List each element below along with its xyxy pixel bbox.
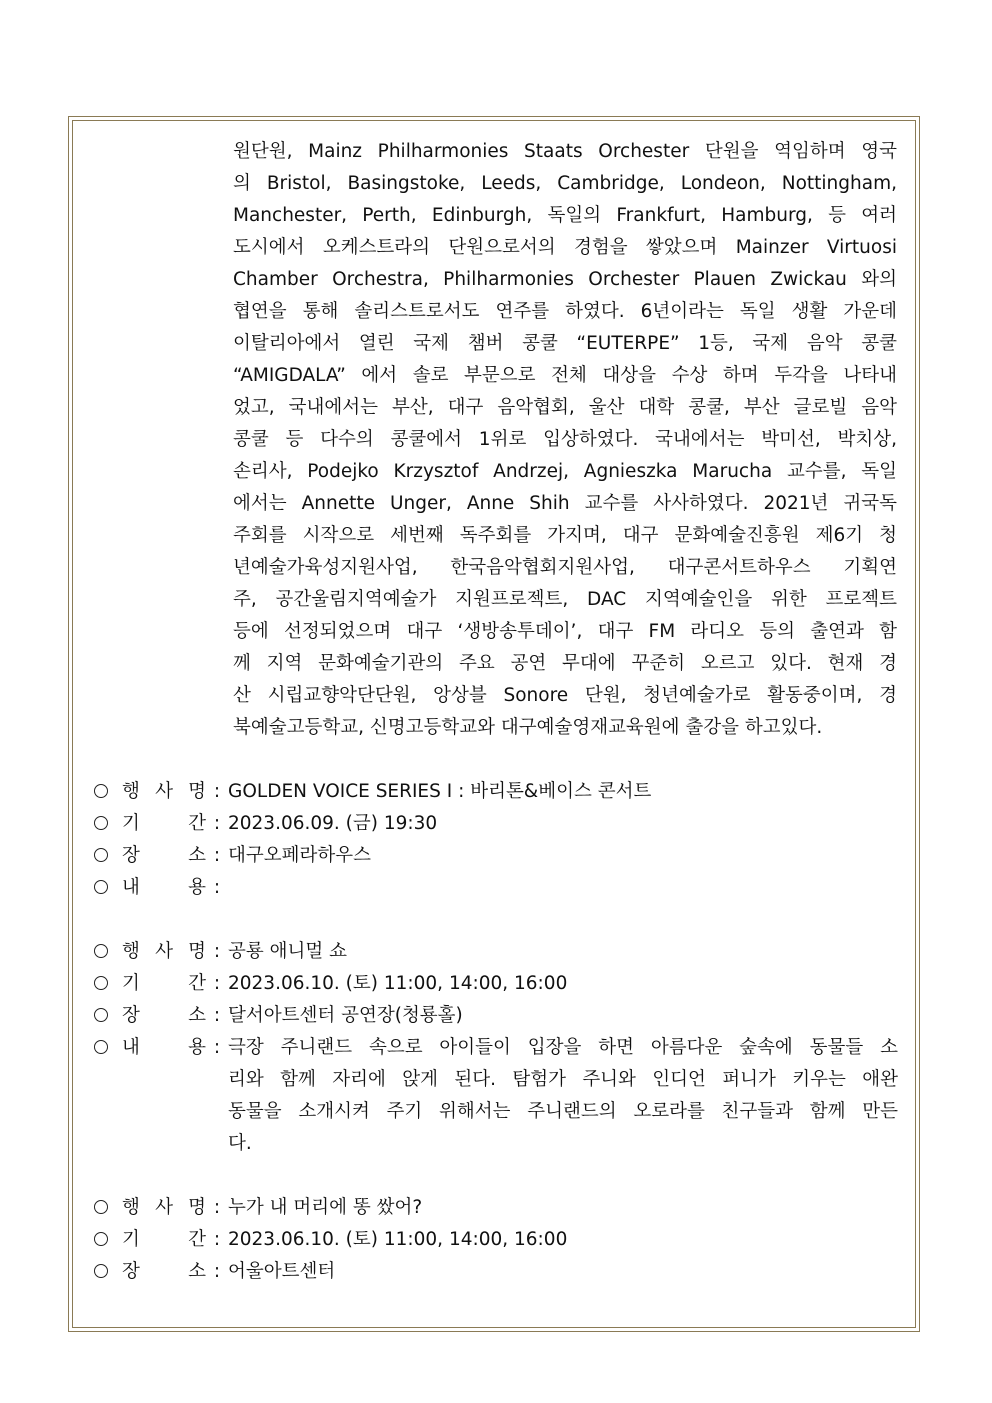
field-value: 누가 내 머리에 똥 쌌어?: [228, 1197, 423, 1218]
field-value: [228, 1032, 898, 1160]
circle-bullet-icon: [94, 1200, 108, 1214]
event-field-venue: [94, 840, 898, 872]
biography-line: 주회를 시작으로 세번째 독주회를 가지며, 대구 문화예술진흥원 제6기 청: [233, 525, 897, 546]
event-field-content: [94, 872, 898, 904]
field-value: 2023.06.10. (토) 11:00, 14:00, 16:00: [228, 973, 568, 994]
circle-bullet-icon: [94, 784, 108, 798]
field-label-char: 용: [188, 877, 206, 898]
event-list: [94, 776, 898, 1320]
field-value: 2023.06.10. (토) 11:00, 14:00, 16:00: [228, 1229, 568, 1250]
field-label-char: 기: [122, 973, 140, 994]
field-colon: :: [213, 813, 221, 834]
field-label-char: 소: [188, 845, 206, 866]
field-label: [116, 1000, 206, 1032]
biography-line: 콩쿨 등 다수의 콩쿨에서 1위로 입상하였다. 국내에서는 박미선, 박치상,: [233, 429, 897, 450]
event-item: [94, 776, 898, 904]
field-label-char: 간: [188, 973, 206, 994]
field-label: [116, 808, 206, 840]
biography-line: 년예술가육성지원사업, 한국음악협회지원사업, 대구콘서트하우스 기획연: [233, 557, 897, 578]
event-field-period: [94, 1224, 898, 1256]
field-colon: :: [213, 781, 221, 802]
field-label-char: 명: [188, 941, 206, 962]
field-label: [116, 872, 206, 904]
event-field-name: [94, 776, 898, 808]
field-label-char: 명: [188, 1197, 206, 1218]
field-value: 어울아트센터: [228, 1261, 336, 1282]
biography-line: 도시에서 오케스트라의 단원으로서의 경험을 쌓았으며 Mainzer Virtuosi: [233, 237, 897, 258]
circle-bullet-icon: [94, 944, 108, 958]
field-value: GOLDEN VOICE SERIES Ⅰ : 바리톤&베이스 콘서트: [228, 781, 652, 802]
field-label-char: 소: [188, 1005, 206, 1026]
event-field-content: [94, 1032, 898, 1160]
field-label: [116, 1192, 206, 1224]
field-label-char: 내: [122, 1037, 140, 1058]
field-label-char: 행: [122, 1197, 140, 1218]
field-label-char: 용: [188, 1037, 206, 1058]
biography-line: 에서는 Annette Unger, Anne Shih 교수를 사사하였다. 2021년 귀국독: [233, 493, 897, 514]
circle-bullet-icon: [94, 1040, 108, 1054]
field-colon: :: [213, 877, 221, 898]
circle-bullet-icon: [94, 848, 108, 862]
circle-bullet-icon: [94, 1232, 108, 1246]
field-label-char: 기: [122, 1229, 140, 1250]
field-value-line: 다.: [228, 1133, 252, 1154]
field-value: 달서아트센터 공연장(청룡홀): [228, 1005, 463, 1026]
biography-line: 이탈리아에서 열린 국제 챔버 콩쿨 “EUTERPE” 1등, 국제 음악 콩쿨: [233, 333, 897, 354]
field-colon: :: [213, 845, 221, 866]
biography-line: 주, 공간울림지역예술가 지원프로젝트, DAC 지역예술인을 위한 프로젝트: [233, 589, 897, 610]
event-item: [94, 936, 898, 1160]
field-label: [116, 936, 206, 968]
field-label-char: 사: [155, 941, 173, 962]
field-label: [116, 1032, 206, 1064]
field-label-char: 소: [188, 1261, 206, 1282]
biography-line: 의 Bristol, Basingstoke, Leeds, Cambridge, Londeon, Nottingham,: [233, 173, 897, 194]
event-field-venue: [94, 1000, 898, 1032]
biography-line: 북예술고등학교, 신명고등학교와 대구예술영재교육원에 출강을 하고있다.: [233, 717, 823, 738]
field-label-char: 사: [155, 781, 173, 802]
biography-line: Manchester, Perth, Edinburgh, 독일의 Frankfurt, Hamburg, 등 여러: [233, 205, 897, 226]
event-field-name: [94, 1192, 898, 1224]
field-label-char: 간: [188, 1229, 206, 1250]
biography-line: 손리사, Podejko Krzysztof Andrzej, Agnieszka Marucha 교수를, 독일: [233, 461, 897, 482]
event-item: [94, 1192, 898, 1288]
field-label-char: 기: [122, 813, 140, 834]
field-label-char: 행: [122, 941, 140, 962]
event-field-venue: [94, 1256, 898, 1288]
field-label: [116, 1256, 206, 1288]
biography-line: 산 시립교향악단단원, 앙상블 Sonore 단원, 청년예술가로 활동중이며, 경: [233, 685, 897, 706]
field-value: 대구오페라하우스: [228, 845, 371, 866]
biography-line: 었고, 국내에서는 부산, 대구 음악협회, 울산 대학 콩쿨, 부산 글로빌 음악: [233, 397, 897, 418]
field-value-line: 리와 함께 자리에 앉게 된다. 탐험가 주니와 인디언 퍼니가 키우는 애완: [228, 1069, 898, 1090]
biography-line: 협연을 통해 솔리스트로서도 연주를 하였다. 6년이라는 독일 생활 가운데: [233, 301, 897, 322]
field-label: [116, 1224, 206, 1256]
biography-line: 께 지역 문화예술기관의 주요 공연 무대에 꾸준히 오르고 있다. 현재 경: [233, 653, 897, 674]
event-field-period: [94, 968, 898, 1000]
biography-paragraph: [233, 136, 897, 744]
circle-bullet-icon: [94, 1008, 108, 1022]
field-label: [116, 776, 206, 808]
field-colon: :: [213, 941, 221, 962]
field-colon: :: [213, 1037, 221, 1058]
circle-bullet-icon: [94, 880, 108, 894]
circle-bullet-icon: [94, 1264, 108, 1278]
biography-line: Chamber Orchestra, Philharmonies Orchester Plauen Zwickau 와의: [233, 269, 897, 290]
field-label-char: 행: [122, 781, 140, 802]
field-colon: :: [213, 1229, 221, 1250]
field-colon: :: [213, 1197, 221, 1218]
field-label: [116, 840, 206, 872]
biography-line: 원단원, Mainz Philharmonies Staats Orchester 단원을 역임하며 영국: [233, 141, 897, 162]
field-colon: :: [213, 1005, 221, 1026]
field-label-char: 명: [188, 781, 206, 802]
biography-line: “AMIGDALA” 에서 솔로 부문으로 전체 대상을 수상 하며 두각을 나타내: [233, 365, 897, 386]
field-value: 2023.06.09. (금) 19:30: [228, 813, 438, 834]
field-value: 공룡 애니멀 쇼: [228, 941, 347, 962]
field-colon: :: [213, 1261, 221, 1282]
field-value-line: 동물을 소개시켜 주기 위해서는 주니랜드의 오로라를 친구들과 함께 만든: [228, 1101, 898, 1122]
field-value-line: 극장 주니랜드 속으로 아이들이 입장을 하면 아름다운 숲속에 동물들 소: [228, 1037, 898, 1058]
field-label-char: 장: [122, 1005, 140, 1026]
event-field-name: [94, 936, 898, 968]
circle-bullet-icon: [94, 976, 108, 990]
field-label: [116, 968, 206, 1000]
field-colon: :: [213, 973, 221, 994]
field-label-char: 내: [122, 877, 140, 898]
event-field-period: [94, 808, 898, 840]
field-label-char: 장: [122, 845, 140, 866]
circle-bullet-icon: [94, 816, 108, 830]
biography-line: 등에 선정되었으며 대구 ‘생방송투데이’, 대구 FM 라디오 등의 출연과 함: [233, 621, 897, 642]
field-label-char: 사: [155, 1197, 173, 1218]
field-label-char: 장: [122, 1261, 140, 1282]
field-label-char: 간: [188, 813, 206, 834]
